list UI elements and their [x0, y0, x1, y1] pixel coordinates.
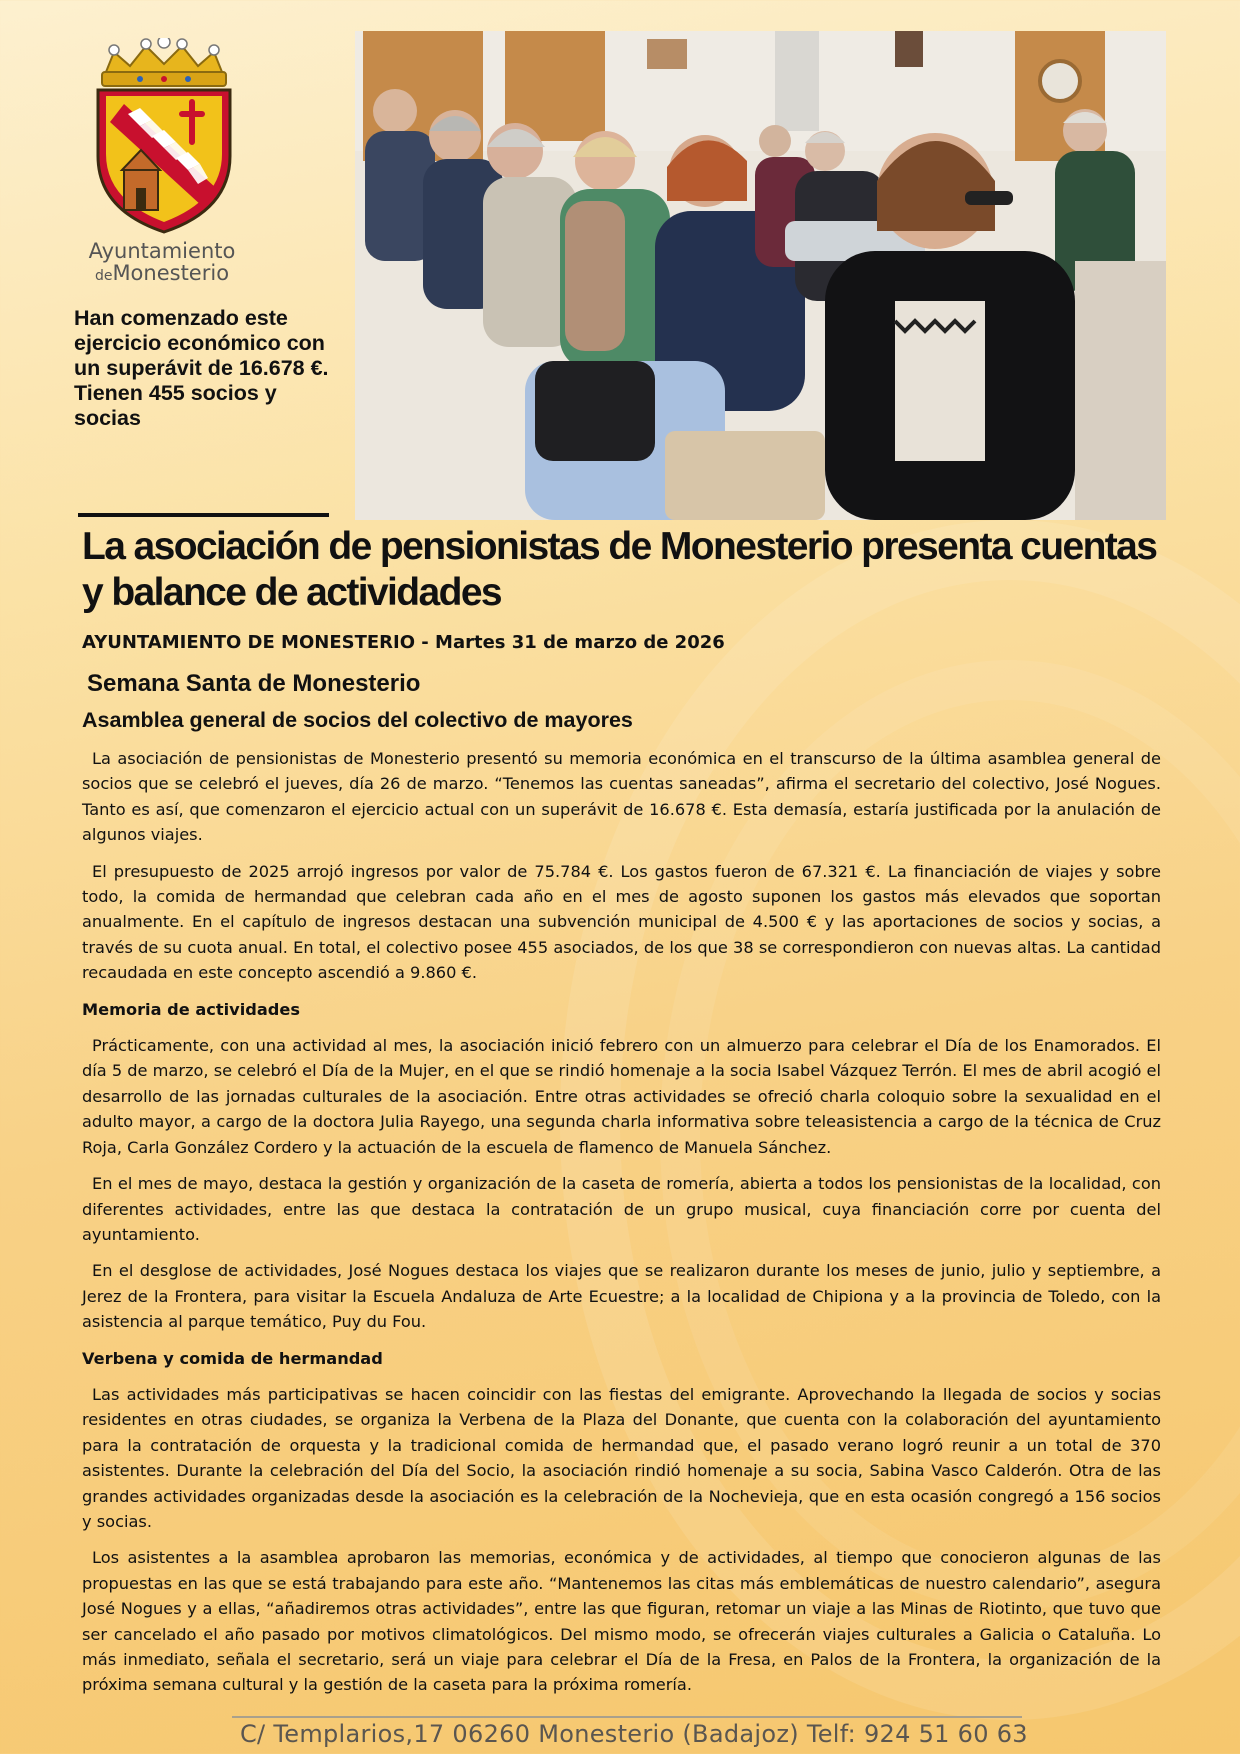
footer-rule — [232, 1716, 1022, 1718]
headline-rule — [78, 513, 329, 517]
paragraph-1: La asociación de pensionistas de Monesterio presentó su memoria económica en el transcurso de la última asamblea general de socios que se celebró el jueves, día 26 de marzo. “Tenemos las cuentas saneadas”, afirma el secretario del colectivo, José Nogues. Tanto es así, que comenzaron el ejercicio actual con un superávit de 16.678 €. Esta demasía, estaría justificada por la anulación de algunos viajes. — [82, 749, 1161, 845]
paragraph-6: Las actividades más participativas se hacen coincidir con las fiestas del emigrante. Aprovechando la llegada de socios y socias residentes en otras ciudades, se organiza la Verbena de la Plaza del Donante, que cuenta con la colaboración del ayuntamiento para la contratación de orquesta y la tradicional comida de hermandad que, el pasado verano logró reunir a un total de 370 asistentes. Durante la celebración del Día del Socio, la asociación rindió homenaje a su socia, Sabina Vasco Calderón. Otra de las grandes actividades organizadas desde la asociación es la celebración de la Nochevieja, que en esta ocasión congregó a 156 socios y socias. — [82, 1384, 1161, 1531]
article-subhead: Asamblea general de socios del colectivo de mayores — [82, 708, 633, 732]
paragraph-7: Los asistentes a la asamblea aprobaron las memorias, económica y de actividades, al tiempo que conocieron algunas de las propuestas en las que se está trabajando para este año. “Mantenemos las citas más emblemáticas de nuestro calendario”, asegura José Nogues y a ellas, “añadiremos otras actividades”, entre las que figuran, retomar un viaje a las Minas de Riotinto, que tuvo que ser cancelado el año pasado por motivos climatológicos. Del mismo modo, se ofrecerán viajes culturales a Galicia o Cataluña. Lo más inmediato, señala el secretario, será un viaje para celebrar el Día de la Fresa, en Palos de la Frontera, la organización de la próxima semana cultural y la gestión de la caseta para la próxima romería. — [82, 1548, 1161, 1695]
footer-address: C/ Templarios,17 06260 Monesterio (Badajoz) Telf: 924 51 60 63 — [240, 1720, 1028, 1748]
logo-caption — [72, 240, 252, 287]
logo-caption-line1: Ayuntamiento — [88, 239, 236, 263]
article-kicker: Semana Santa de Monesterio — [87, 670, 421, 697]
section-heading-activities: Memoria de actividades — [82, 999, 300, 1019]
assembly-audience-photo-icon — [355, 31, 1166, 520]
intro-summary: Han comenzado este ejercicio económico con un superávit de 16.678 €. Tienen 455 socios y socias — [74, 306, 329, 430]
article-byline: AYUNTAMIENTO DE MONESTERIO - Martes 31 de marzo de 2026 — [82, 632, 725, 653]
logo-caption-small: de — [94, 268, 113, 284]
article-headline: La asociación de pensionistas de Monesterio presenta cuentas y balance de actividades — [82, 525, 1157, 614]
paragraph-2: El presupuesto de 2025 arrojó ingresos por valor de 75.784 €. Los gastos fueron de 67.321 €. La financiación de viajes y sobre todo, la comida de hermandad que celebran cada año en el mes de agosto suponen los gastos más elevados que soportan anualmente. En el capítulo de ingresos destacan una subvención municipal de 4.500 € y las aportaciones de socios y socias, a través de su cuota anual. En total, el colectivo posee 455 asociados, de los que 38 se correspondieron con nuevas altas. La cantidad recaudada en este concepto ascendió a 9.860 €. — [82, 861, 1161, 983]
article-body — [82, 746, 1161, 1709]
logo-caption-line2: Monesterio — [112, 261, 230, 285]
crown-icon — [102, 38, 226, 86]
paragraph-3: Prácticamente, con una actividad al mes, la asociación inició febrero con un almuerzo para celebrar el Día de los Enamorados. El día 5 de marzo, se celebró el Día de la Mujer, en el que se rindió homenaje a la socia Isabel Vázquez Terrón. El mes de abril acogió el desarrollo de las jornadas culturales de la asociación. Entre otras actividades se ofreció charla coloquio sobre la sexualidad en el adulto mayor, a cargo de la doctora Julia Rayego, una segunda charla informativa sobre teleasistencia a cargo de la técnica de Cruz Roja, Carla González Cordero y la actuación de la escuela de flamenco de Manuela Sánchez. — [82, 1036, 1161, 1157]
paragraph-4: En el mes de mayo, destaca la gestión y organización de la caseta de romería, abierta a todos los pensionistas de la localidad, con diferentes actividades, entre las que destaca la contratación de un grupo musical, cuya financiación corre por cuenta del ayuntamiento. — [82, 1174, 1161, 1244]
section-heading-verbena: Verbena y comida de hermandad — [82, 1348, 383, 1368]
paragraph-5: En el desglose de actividades, José Nogues destaca los viajes que se realizaron durante los meses de junio, julio y septiembre, a Jerez de la Frontera, para visitar la Escuela Andaluza de Arte Ecuestre; a la localidad de Chipiona y a la provincia de Toledo, con la asistencia al parque temático, Puy du Fou. — [82, 1261, 1161, 1332]
assembly-photo — [355, 31, 1166, 520]
